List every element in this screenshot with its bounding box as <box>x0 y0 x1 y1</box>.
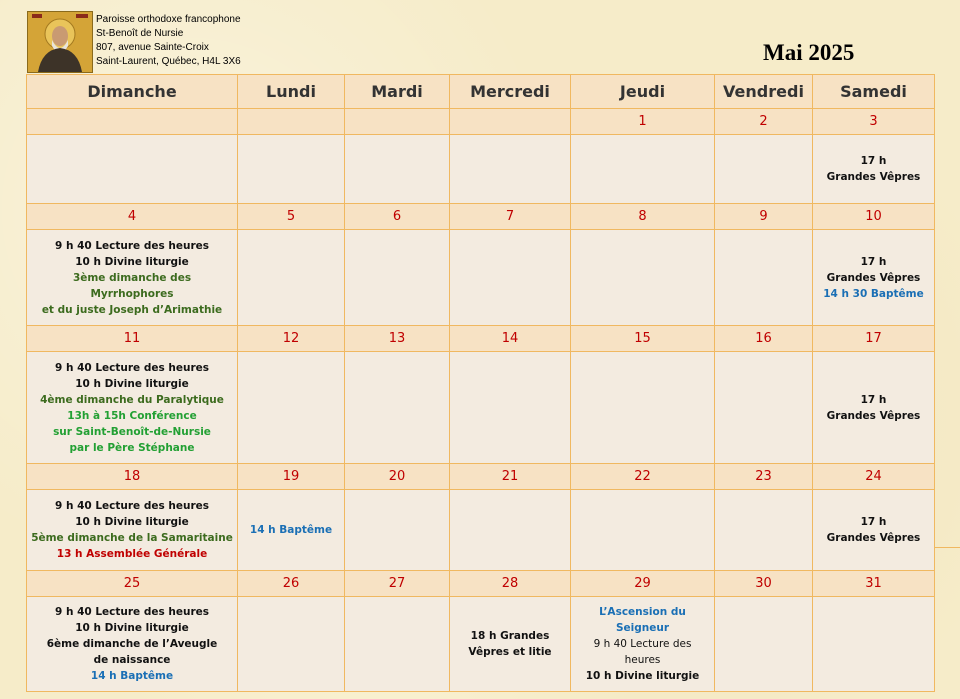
saint-benedict-icon <box>27 11 93 73</box>
weekday-header-row <box>27 75 935 109</box>
day-number: 16 <box>715 326 813 352</box>
parish-city: Saint-Laurent, Québec, H4L 3X6 <box>96 56 241 67</box>
day-cell <box>27 135 238 204</box>
events-row <box>27 352 935 464</box>
events-row <box>27 230 935 326</box>
event-line: L’Ascension du <box>599 606 686 618</box>
event-line: heures <box>624 654 661 666</box>
day-number: 18 <box>27 464 238 490</box>
day-number: 20 <box>345 464 450 490</box>
day-number: 3 <box>813 109 935 135</box>
month-title: Mai 2025 <box>763 40 855 65</box>
day-number: 22 <box>571 464 715 490</box>
parish-saint: St-Benoît de Nursie <box>96 28 184 39</box>
event-line: 10 h Divine liturgie <box>75 622 189 634</box>
day-cell <box>715 597 813 692</box>
day-number: 29 <box>571 571 715 597</box>
parish-street: 807, avenue Sainte-Croix <box>96 42 209 53</box>
day-cell <box>27 597 238 692</box>
divider-line <box>935 547 960 548</box>
weekday-header: Mercredi <box>450 75 571 109</box>
day-number: 4 <box>27 204 238 230</box>
weekday-header: Lundi <box>238 75 345 109</box>
day-cell <box>345 490 450 571</box>
day-number: 5 <box>238 204 345 230</box>
weekday-header: Vendredi <box>715 75 813 109</box>
event-line: 13 h Assemblée Générale <box>56 548 208 560</box>
event-line: sur Saint-Benoît-de-Nursie <box>53 425 211 438</box>
event-line: 9 h 40 Lecture des heures <box>54 239 209 252</box>
day-number: 13 <box>345 326 450 352</box>
day-number: 9 <box>715 204 813 230</box>
day-cell <box>571 490 715 571</box>
day-number: 23 <box>715 464 813 490</box>
day-cell <box>715 352 813 464</box>
event-line: 17 h <box>860 255 887 268</box>
day-number: 14 <box>450 326 571 352</box>
event-line: 13h à 15h Conférence <box>67 409 197 422</box>
day-cell <box>345 135 450 204</box>
weekday-header: Samedi <box>813 75 935 109</box>
day-cell <box>813 230 935 326</box>
day-number: 15 <box>571 326 715 352</box>
day-number: 8 <box>571 204 715 230</box>
event-line: 18 h Grandes <box>470 630 550 642</box>
event-line: 9 h 40 Lecture des <box>593 638 692 650</box>
day-number: 12 <box>238 326 345 352</box>
day-cell <box>571 135 715 204</box>
event-line: 9 h 40 Lecture des heures <box>54 606 209 618</box>
event-line: de naissance <box>93 654 171 666</box>
day-cell <box>571 230 715 326</box>
day-number: 25 <box>27 571 238 597</box>
events-row <box>27 490 935 571</box>
day-cell <box>238 230 345 326</box>
event-line: 10 h Divine liturgie <box>75 377 189 390</box>
event-line: 17 h <box>860 393 887 406</box>
day-number <box>450 109 571 135</box>
event-line: 9 h 40 Lecture des heures <box>54 361 209 374</box>
weekday-header: Jeudi <box>571 75 715 109</box>
event-line: Myrrhophores <box>90 287 174 300</box>
day-cell <box>813 135 935 204</box>
day-cell <box>571 597 715 692</box>
event-line: 6ème dimanche de l’Aveugle <box>46 638 218 650</box>
day-cell <box>238 490 345 571</box>
day-cell <box>813 597 935 692</box>
event-line: 9 h 40 Lecture des heures <box>54 500 209 512</box>
day-cell <box>345 597 450 692</box>
day-cell <box>715 135 813 204</box>
day-number: 2 <box>715 109 813 135</box>
day-cell <box>27 490 238 571</box>
calendar-table <box>26 74 935 692</box>
events-row <box>27 597 935 692</box>
day-number <box>345 109 450 135</box>
parish-name: Paroisse orthodoxe francophone <box>96 14 241 25</box>
event-line: 17 h <box>860 516 887 528</box>
event-line: 3ème dimanche des <box>72 271 192 284</box>
day-cell <box>450 597 571 692</box>
day-cell <box>450 352 571 464</box>
event-line: 10 h Divine liturgie <box>75 516 189 528</box>
day-number: 21 <box>450 464 571 490</box>
event-line: Grandes Vêpres <box>826 532 921 544</box>
event-line: Grandes Vêpres <box>826 271 921 284</box>
day-number: 7 <box>450 204 571 230</box>
event-line: Vêpres et litie <box>468 646 552 658</box>
day-cell <box>813 352 935 464</box>
event-line: par le Père Stéphane <box>69 441 195 454</box>
day-number-row <box>27 109 935 135</box>
day-number <box>238 109 345 135</box>
day-number: 17 <box>813 326 935 352</box>
day-number: 6 <box>345 204 450 230</box>
day-cell <box>715 230 813 326</box>
day-number: 30 <box>715 571 813 597</box>
day-cell <box>813 490 935 571</box>
day-number: 10 <box>813 204 935 230</box>
day-cell <box>238 135 345 204</box>
day-cell <box>715 490 813 571</box>
event-line: 4ème dimanche du Paralytique <box>40 393 224 406</box>
day-cell <box>450 490 571 571</box>
weekday-header: Mardi <box>345 75 450 109</box>
event-line: 17 h <box>860 155 887 167</box>
day-number: 1 <box>571 109 715 135</box>
day-cell <box>238 597 345 692</box>
day-number: 31 <box>813 571 935 597</box>
event-line: Seigneur <box>615 622 670 634</box>
day-cell <box>27 352 238 464</box>
day-number: 11 <box>27 326 238 352</box>
event-line: 10 h Divine liturgie <box>75 255 189 268</box>
day-number-row <box>27 326 935 352</box>
day-number: 26 <box>238 571 345 597</box>
day-number-row <box>27 571 935 597</box>
day-cell <box>450 230 571 326</box>
event-line: 14 h 30 Baptême <box>823 287 924 300</box>
day-number-row <box>27 464 935 490</box>
event-line: et du juste Joseph d’Arimathie <box>41 303 223 316</box>
event-line: 14 h Baptême <box>249 524 333 536</box>
day-cell <box>345 230 450 326</box>
weekday-header: Dimanche <box>27 75 238 109</box>
event-line: 10 h Divine liturgie <box>585 670 700 682</box>
day-cell <box>571 352 715 464</box>
day-cell <box>238 352 345 464</box>
events-row <box>27 135 935 204</box>
day-number: 27 <box>345 571 450 597</box>
day-cell <box>345 352 450 464</box>
day-cell <box>450 135 571 204</box>
day-number: 24 <box>813 464 935 490</box>
event-line: 5ème dimanche de la Samaritaine <box>31 532 233 544</box>
parish-header <box>96 13 241 69</box>
day-number <box>27 109 238 135</box>
day-cell <box>27 230 238 326</box>
day-number: 19 <box>238 464 345 490</box>
event-line: Grandes Vêpres <box>826 171 921 183</box>
day-number: 28 <box>450 571 571 597</box>
event-line: Grandes Vêpres <box>826 409 921 422</box>
event-line: 14 h Baptême <box>90 670 174 682</box>
day-number-row <box>27 204 935 230</box>
